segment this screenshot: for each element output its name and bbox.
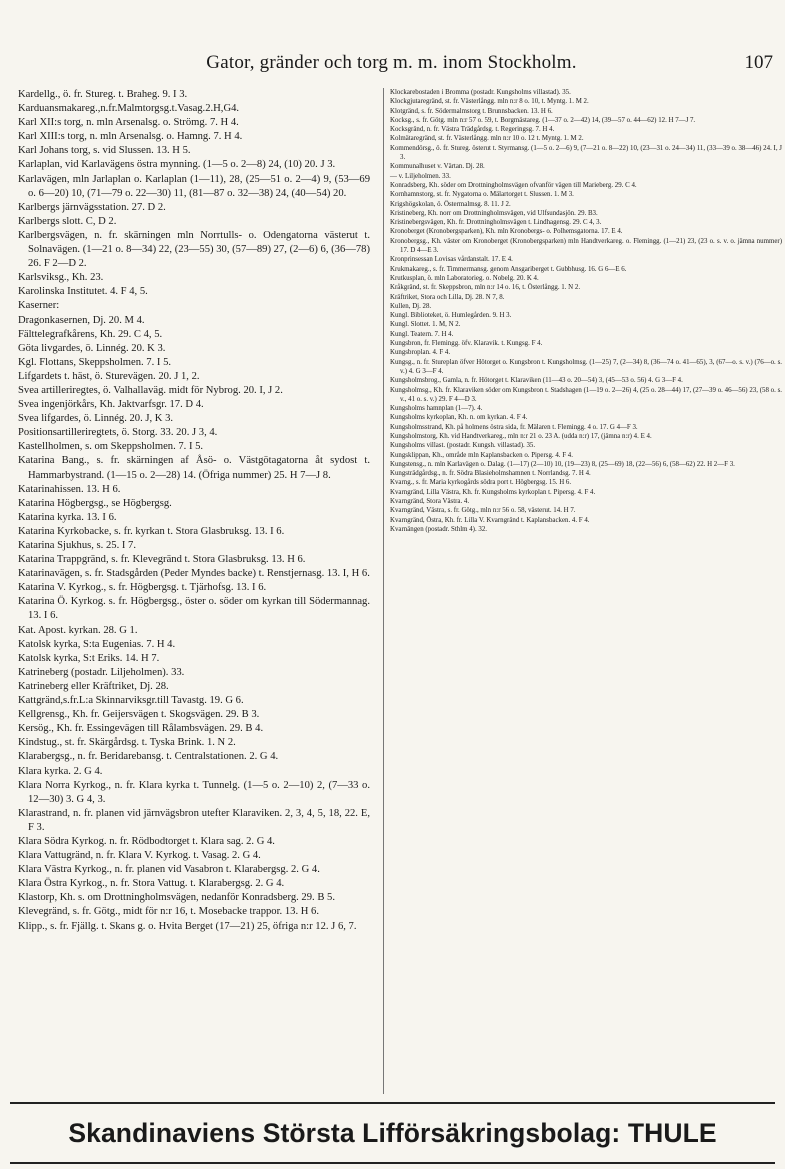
directory-entry: Svea ingenjörkårs, Kh. Jaktvarfsgr. 17. D 4.: [18, 399, 204, 411]
directory-entry: Karlsviksg., Kh. 23.: [18, 272, 104, 284]
directory-entry: Klara Norra Kyrkog., n. fr. Klara kyrka t. Tunnelg. (1—5 o. 2—10) 2, (7—33 o. 12—30) 3. G 4, 3.: [18, 779, 370, 805]
directory-entry: Kvarng., s. fr. Maria kyrkogårds södra port t. Högbergsg. 15. H 6.: [390, 479, 572, 487]
directory-entry: Konradsberg, Kh. söder om Drottningholmsvägen ofvanför vägen till Marieberg. 29. C 4.: [390, 181, 637, 189]
directory-entry: Katarinavägen, s. fr. Stadsgården (Peder Myndes backe) t. Renstjernasg. 13. I, H 6.: [18, 568, 370, 580]
directory-entry: Fälttelegrafkårens, Kh. 29. C 4, 5.: [18, 328, 163, 340]
directory-entry: Svea artilleriregtes, ö. Valhallaväg. midt för Nybrog. 20. I, J 2.: [18, 384, 283, 396]
directory-entry: Katrineberg eller Kräftriket, Dj. 28.: [18, 680, 169, 692]
directory-entry: Klevegränd, s. fr. Götg., midt för n:r 16, t. Mosebacke trappor. 13. H 6.: [18, 906, 319, 918]
directory-entry: Klockgjutaregränd, st. fr. Västerlångg. mln n:r 8 o. 10, t. Myntg. 1. M 2.: [390, 98, 589, 106]
directory-entry: Katarina Bang., s. fr. skärningen af Åsö- o. Västgötagatorna åt sydost t. Hammarbystrand. (1—15 o. 2—28) 14. (Öfriga nummer) 25. H 7—J 8.: [18, 455, 370, 481]
directory-entry: Kommendörsg., ö. fr. Stureg. österut t. Styrmansg. (1—5 o. 2—6) 9, (7—21 o. 8—22) 10, (23—31 o. 24—34) 11, (33—39 o. 38—46) 24. I, J 3.: [390, 144, 782, 162]
directory-entry: Karl XII:s torg, n. mln Arsenalsg. o. Strömg. 7. H 4.: [18, 117, 239, 129]
directory-entry: Kocksg., s. fr. Götg. mln n:r 57 o. 59, t. Borgmästareg. (1—37 o. 2—42) 14, (39—57 o. 44—62) 12. H 7—J 7.: [390, 116, 696, 124]
directory-entry: Karl XIII:s torg, n. mln Arsenalsg. o. Hamng. 7. H 4.: [18, 131, 243, 143]
directory-entry: Kat. Apost. kyrkan. 28. G 1.: [18, 624, 138, 636]
directory-entry: Kvarnängen (postadr. Sthlm 4). 32.: [390, 525, 488, 533]
directory-entry: Kungl. Slottet. 1. M, N 2.: [390, 321, 461, 329]
directory-entry: Krukmakareg., s. fr. Timmermansg. genom Ansgariberget t. Gubbhusg. 16. G 6—E 6.: [390, 265, 627, 273]
directory-entry: Klastorp, Kh. s. om Drottningholmsvägen, nedanför Konradsberg. 29. B 5.: [18, 892, 335, 904]
directory-entry: Kräftriket, Stora och Lilla, Dj. 28. N 7, 8.: [390, 293, 505, 301]
directory-entry: Karlbergs järnvägsstation. 27. D 2.: [18, 201, 166, 213]
directory-entry: Dragonkasernen, Dj. 20. M 4.: [18, 314, 145, 326]
directory-entry: Kungsholmsg., Kh. fr. Klaraviken söder om Kungsbron t. Stadshagen (1—19 o. 2—26) 4, (25 o. 28—44) 17, (27—39 o. 46—56) 23, (58 o. s. v., 41 o. s. v.) 29. F 4—D 3.: [390, 386, 782, 403]
directory-entry: Lifgardets t. häst, ö. Sturevägen. 20. J 1, 2.: [18, 370, 200, 382]
directory-entry: Katarina Högbergsg., se Högbergsg.: [18, 497, 172, 509]
directory-entry: Krigshögskolan, ö. Östermalmsg. 8. 11. J 2.: [390, 200, 511, 208]
directory-entry: Kristinebergsvägen, Kh. fr. Drottningholmsvägen t. Lindhagensg. 29. C 4, 3.: [390, 219, 602, 227]
directory-entry: Kommunalhuset v. Värtan. Dj. 28.: [390, 163, 485, 171]
directory-entry: Kronobergsg., Kh. väster om Kronoberget (Kronobergsparken) mln Handtverkareg. o. Flemingg. (1—21) 23, (23 o. s. v. o. jämna nummer) 17. D 4—E 3.: [390, 237, 782, 255]
directory-entry: Kungsbroplan. 4. F 4.: [390, 349, 451, 357]
directory-entry: Karduansmakareg.,n.fr.Malmtorgsg.t.Vasag.2.H,G4.: [18, 103, 240, 115]
directory-entry: Kolmätaregränd, st. fr. Västerlångg. mln n:r 10 o. 12 t. Myntg. 1. M 2.: [390, 135, 584, 143]
directory-entry: Karlaplan, vid Karlavägens östra mynning. (1—5 o. 2—8) 24, (10) 20. J 3.: [18, 159, 336, 171]
directory-entry: Kornhamnstorg, st. fr. Nygatorna o. Mälartorget t. Slussen. 1. M 3.: [390, 191, 574, 199]
directory-entry: Klockarebostaden i Bromma (postadr. Kungsholms villastad). 35.: [390, 89, 571, 96]
directory-entry: Kersög., Kh. fr. Essingevägen till Rålambsvägen. 29. B 4.: [18, 723, 264, 735]
advertisement-banner: Skandinaviens Största Lifförsäkringsbolag: THULE: [10, 1102, 775, 1164]
directory-entry: Klara kyrka. 2. G 4.: [18, 765, 103, 777]
directory-entry: Katolsk kyrka, S:t Eriks. 14. H 7.: [18, 652, 160, 664]
directory-entry: Karolinska Institutet. 4. F 4, 5.: [18, 286, 148, 298]
directory-entry: Katolsk kyrka, S:ta Eugenias. 7. H 4.: [18, 638, 176, 650]
directory-entry: Katarina Kyrkobacke, s. fr. kyrkan t. Stora Glasbruksg. 13. I 6.: [18, 525, 285, 537]
directory-entry: Kattgränd,s.fr.L:a Skinnarviksgr.till Tavastg. 19. G 6.: [18, 695, 244, 707]
directory-entry: Kvarngränd, Västra, s. fr. Götg., mln n:r 56 o. 58, västerut. 14. H 7.: [390, 507, 576, 515]
directory-entry: Klarastrand, n. fr. planen vid järnvägsbron utefter Klaraviken. 2, 3, 4, 5, 18, 22. E, F 3.: [18, 807, 370, 833]
page-title: Gator, gränder och torg m. m. inom Stockholm.: [206, 52, 577, 73]
entry-columns: [18, 88, 782, 1098]
directory-entry: Katrineberg (postadr. Liljeholmen). 33.: [18, 666, 185, 678]
directory-entry: Katarinahissen. 13. H 6.: [18, 483, 121, 495]
directory-entry: Katarina Ö. Kyrkog. s. fr. Högbergsg., öster o. söder om kyrkan till Södermannag. 13. I 6.: [18, 596, 370, 622]
directory-entry: Karlavägen, mln Jarlaplan o. Karlaplan (1—11), 28, (25—51 o. 2—4) 9, (53—69 o. 6—20) 10, (71—79 o. 22—30) 11, (81—87 o. 32—38) 24, (40—54) 20.: [18, 173, 370, 199]
directory-entry: Klarabergsg., n. fr. Beridarebansg. t. Centralstationen. 2. G 4.: [18, 751, 279, 763]
directory-entry: Katarina Trappgränd, s. fr. Klevegränd t. Stora Glasbruksg. 13. H 6.: [18, 554, 306, 566]
directory-entry: Kardellg., ö. fr. Stureg. t. Braheg. 9. I 3.: [18, 89, 188, 100]
directory-entry: Klara Vattugränd, n. fr. Klara V. Kyrkog. t. Vasag. 2. G 4.: [18, 850, 261, 862]
directory-entry: Katarina Sjukhus, s. 25. I 7.: [18, 540, 136, 551]
directory-entry: Kaserner:: [18, 300, 60, 312]
directory-entry: Kungsbron, fr. Flemingg. öfv. Klaravik. t. Kungsg. F 4.: [390, 340, 543, 348]
directory-entry: Kungsholms kyrkoplan, Kh. n. om kyrkan. 4. F 4.: [390, 414, 528, 422]
directory-entry: Kungsholmsstrand, Kh. på holmens östra sida, fr. Mälaren t. Flemingg. 4 o. 17. G 4—F 3.: [390, 423, 638, 431]
directory-entry: Kellgrensg., Kh. fr. Geijersvägen t. Skogsvägen. 29. B 3.: [18, 709, 260, 721]
directory-entry: Katarina V. Kyrkog., s. fr. Högbergsg. t. Tjärhofsg. 13. I 6.: [18, 582, 267, 594]
page-number: 107: [744, 52, 773, 73]
directory-entry: Kastellholmen, s. om Skeppsholmen. 7. I 5.: [18, 441, 204, 453]
directory-entry: Kvarngränd, Östra, Kh. fr. Lilla V. Kvarngränd t. Kaplansbacken. 4. F 4.: [390, 516, 590, 524]
directory-entry: Karl Johans torg, s. vid Slussen. 13. H 5.: [18, 145, 191, 157]
directory-entry: Karlbergsvägen, n. fr. skärningen mln Norrtulls- o. Odengatorna västerut t. Solnavägen. (1—21 o. 8—34) 22, (23—55) 30, (57—89) 27, (2—6) 6, (36—78) 26. F 2—D 2.: [18, 229, 370, 270]
directory-entry: Klara Västra Kyrkog., n. fr. planen vid Vasabron t. Klarabergsg. 2. G 4.: [18, 864, 320, 876]
directory-entry: Kungsträdgårdsg., n. fr. Södra Blasieholmshamnen t. Norrlandsg. 7. H 4.: [390, 470, 591, 478]
directory-entry: Kungsholmsbrog., Gamla, n. fr. Hötorget t. Klaraviken (11—43 o. 20—54) 3, (45—53 o. 56) 4. G 3—F 4.: [390, 377, 683, 385]
directory-entry: Svea lifgardes, ö. Linnég. 20. J, K 3.: [18, 413, 174, 425]
directory-entry: Kronprinsessan Lovisas vårdanstalt. 17. E 4.: [390, 256, 513, 264]
directory-entry: Kullen, Dj. 28.: [390, 302, 432, 310]
directory-entry: Kungl. Teatern. 7. H 4.: [390, 330, 454, 338]
directory-entry: Klara Östra Kyrkog., n. fr. Stora Vattug. t. Klarabergsg. 2. G 4.: [18, 878, 285, 890]
directory-entry: Kvarngränd, Lilla Västra, Kh. fr. Kungsholms kyrkoplan t. Pipersg. 4. F 4.: [390, 488, 596, 496]
directory-entry: Karlbergs slott. C, D 2.: [18, 215, 117, 227]
directory-entry: Kocksgränd, n. fr. Västra Trädgårdsg. t. Regeringsg. 7. H 4.: [390, 126, 555, 134]
directory-entry: Klotgränd, s. fr. Södermalmstorg t. Brunnsbacken. 13. H 6.: [390, 107, 553, 115]
directory-entry: Krutkusplan, ö. mln Laboratorieg. o. Nobelg. 20. K 4.: [390, 274, 539, 282]
directory-entry: Kungl. Biblioteket, ö. Humlegården. 9. H 3.: [390, 312, 512, 320]
directory-entry: Kgl. Flottans, Skeppsholmen. 7. I 5.: [18, 356, 172, 368]
directory-entry: Kronoberget (Kronobergsparken), Kh. mln Kronobergs- o. Polhemsgatorna. 17. E 4.: [390, 228, 623, 236]
directory-entry: Kungsholms hamnplan (1—7). 4.: [390, 405, 483, 413]
directory-entry: Kungsholms villast. (postadr. Kungsh. villastad). 35.: [390, 442, 536, 450]
directory-entry: Kindstug., st. fr. Skärgårdsg. t. Tyska Brink. 1. N 2.: [18, 737, 236, 749]
left-column: [18, 88, 370, 934]
directory-entry: Klipp., s. fr. Fjällg. t. Skans g. o. Hvita Berget (17—21) 25, öfriga n:r 12. J 6, 7.: [18, 920, 357, 932]
directory-entry: Kråkgränd, st. fr. Skeppsbron, mln n:r 14 o. 16, t. Österlångg. 1. N 2.: [390, 284, 581, 292]
directory-entry: Kungstensg., n. mln Karlavägen o. Dalag. (1—17) (2—10) 10, (19—23) 8, (25—69) 18, (22—56) 6, (58—62) 22. H 2—F 3.: [390, 460, 735, 468]
right-column: [383, 88, 782, 1094]
running-head: [10, 52, 773, 82]
directory-entry: Kungsg., n. fr. Stureplan öfver Hötorget o. Kungsbron t. Kungsholmsg. (1—25) 7, (2—34) 8, (36—74 o. 41—65), 3, (67—o. s. v.) (76—o. s. v.) 4. G 3—F 4.: [390, 358, 782, 375]
directory-entry: — v. Liljeholmen. 33.: [390, 172, 451, 180]
directory-entry: Positionsartilleriregtets, ö. Storg. 33. 20. J 3, 4.: [18, 427, 218, 439]
directory-entry: Kristineberg, Kh. norr om Drottningholmsvägen, vid Ulfsundasjön. 29. B3.: [390, 209, 598, 217]
directory-entry: Klara Södra Kyrkog. n. fr. Rödbodtorget t. Klara sag. 2. G 4.: [18, 835, 275, 847]
directory-entry: Kvarngränd, Stora Västra. 4.: [390, 498, 470, 506]
directory-entry: Kungsklippan, Kh., område mln Kaplansbacken o. Pipersg. 4. F 4.: [390, 451, 573, 459]
directory-entry: Katarina kyrka. 13. I 6.: [18, 511, 117, 523]
directory-entry: Kungsholmstorg, Kh. vid Handtverkareg., mln n:r 21 o. 23 A. (udda n:r) 17, (jämna n:r) 4. E 4.: [390, 432, 652, 440]
directory-entry: Göta livgardes, ö. Linnég. 20. K 3.: [18, 342, 166, 354]
